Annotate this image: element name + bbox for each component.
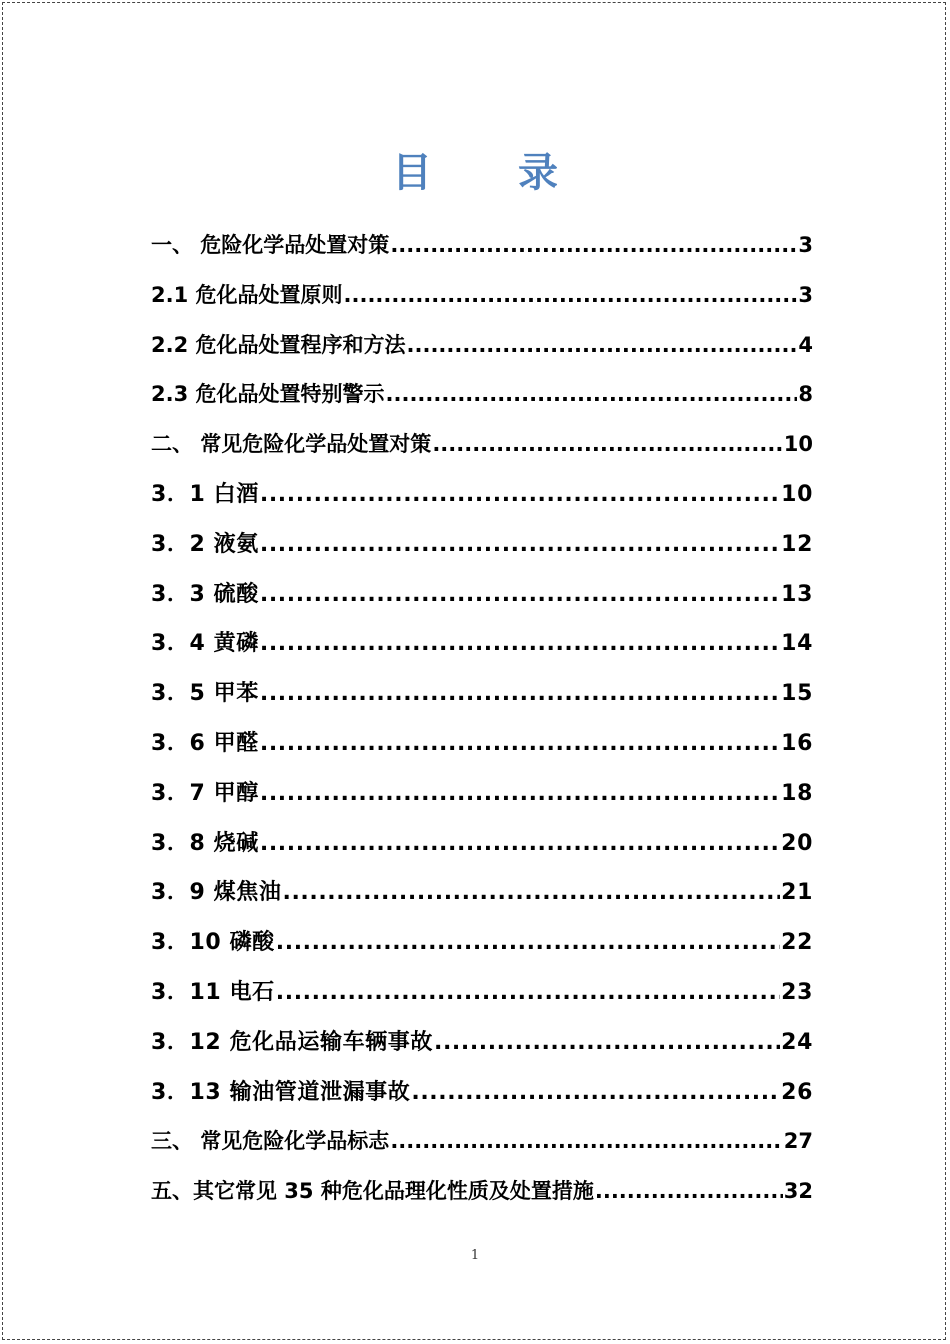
toc-entry-label: 三、 常见危险化学品标志 bbox=[151, 1129, 390, 1154]
toc-page-number: 26 bbox=[781, 1079, 813, 1105]
toc-leader bbox=[411, 1068, 780, 1118]
toc-page-number: 21 bbox=[781, 880, 813, 906]
toc-entry[interactable] bbox=[151, 370, 813, 420]
toc-entry-label: 3．12 危化品运输车辆事故 bbox=[151, 1029, 433, 1055]
toc-leader bbox=[260, 819, 780, 869]
toc-entry[interactable] bbox=[151, 968, 813, 1018]
toc-leader bbox=[282, 868, 780, 918]
table-of-contents bbox=[151, 221, 813, 1217]
toc-entry-label: 3．3 硫酸 bbox=[151, 581, 259, 607]
toc-entry[interactable] bbox=[151, 868, 813, 918]
toc-entry[interactable] bbox=[151, 570, 813, 620]
toc-entry[interactable] bbox=[151, 1018, 813, 1068]
toc-entry[interactable] bbox=[151, 1167, 813, 1217]
toc-leader bbox=[344, 271, 798, 321]
toc-page-number: 18 bbox=[781, 780, 813, 806]
toc-page-number: 3 bbox=[798, 282, 813, 307]
toc-leader bbox=[276, 968, 780, 1018]
toc-entry[interactable] bbox=[151, 1068, 813, 1118]
toc-entry[interactable] bbox=[151, 918, 813, 968]
toc-page-number: 24 bbox=[781, 1029, 813, 1055]
toc-entry[interactable] bbox=[151, 719, 813, 769]
toc-leader bbox=[390, 1117, 782, 1167]
toc-page-number: 4 bbox=[798, 332, 813, 357]
toc-leader bbox=[260, 520, 780, 570]
toc-entry-label: 一、 危险化学品处置对策 bbox=[151, 233, 390, 257]
toc-entry-label: 2.1 危化品处置原则 bbox=[151, 282, 343, 307]
toc-entry[interactable] bbox=[151, 769, 813, 819]
toc-page-number: 20 bbox=[781, 830, 813, 856]
toc-page-number: 12 bbox=[781, 531, 813, 557]
toc-leader bbox=[260, 570, 780, 620]
toc-entry-label: 3．4 黄磷 bbox=[151, 631, 259, 657]
toc-page-number: 32 bbox=[783, 1179, 813, 1204]
page-number: 1 bbox=[470, 1248, 480, 1263]
toc-entry[interactable] bbox=[151, 470, 813, 520]
toc-page-number: 16 bbox=[781, 730, 813, 756]
toc-leader bbox=[260, 619, 780, 669]
toc-entry-label: 3．9 煤焦油 bbox=[151, 880, 282, 906]
toc-leader bbox=[260, 719, 780, 769]
toc-entry[interactable] bbox=[151, 1117, 813, 1167]
toc-page-number: 23 bbox=[781, 979, 813, 1005]
toc-page-number: 27 bbox=[783, 1129, 813, 1154]
toc-entry-label: 3．11 电石 bbox=[151, 979, 275, 1005]
toc-entry[interactable] bbox=[151, 321, 813, 371]
toc-leader bbox=[386, 370, 798, 420]
toc-entry-label: 五、其它常见 35 种危化品理化性质及处置措施 bbox=[151, 1179, 594, 1204]
toc-entry-label: 3．2 液氨 bbox=[151, 531, 259, 557]
toc-entry[interactable] bbox=[151, 669, 813, 719]
title-char-2: 录 bbox=[518, 149, 558, 196]
toc-leader bbox=[434, 1018, 780, 1068]
toc-entry[interactable] bbox=[151, 819, 813, 869]
toc-page-number: 13 bbox=[781, 581, 813, 607]
toc-page-number: 10 bbox=[781, 481, 813, 507]
toc-entry-label: 3．13 输油管道泄漏事故 bbox=[151, 1079, 411, 1105]
toc-entry-label: 3．7 甲醇 bbox=[151, 780, 259, 806]
toc-page-number: 3 bbox=[798, 233, 813, 257]
toc-entry-label: 2.2 危化品处置程序和方法 bbox=[151, 332, 406, 357]
toc-entry-label: 2.3 危化品处置特别警示 bbox=[151, 382, 385, 407]
toc-entry[interactable] bbox=[151, 271, 813, 321]
title-char-1: 目 bbox=[392, 149, 432, 196]
toc-entry-label: 3．5 甲苯 bbox=[151, 681, 259, 707]
toc-entry[interactable] bbox=[151, 619, 813, 669]
toc-entry-label: 3．6 甲醛 bbox=[151, 730, 259, 756]
toc-entry[interactable] bbox=[151, 520, 813, 570]
toc-entry[interactable] bbox=[151, 221, 813, 271]
toc-page-number: 15 bbox=[781, 681, 813, 707]
toc-leader bbox=[276, 918, 780, 968]
toc-entry-label: 3．8 烧碱 bbox=[151, 830, 259, 856]
page-title bbox=[0, 145, 950, 201]
toc-leader bbox=[595, 1167, 783, 1217]
toc-page-number: 8 bbox=[798, 382, 813, 407]
toc-entry-label: 3．10 磷酸 bbox=[151, 930, 275, 956]
toc-leader bbox=[432, 420, 782, 470]
toc-leader bbox=[390, 221, 797, 271]
toc-entry-label: 二、 常见危险化学品处置对策 bbox=[151, 432, 432, 457]
toc-leader bbox=[407, 321, 798, 371]
toc-page-number: 22 bbox=[781, 930, 813, 956]
toc-entry-label: 3．1 白酒 bbox=[151, 481, 259, 507]
toc-page-number: 14 bbox=[781, 631, 813, 657]
toc-leader bbox=[260, 769, 780, 819]
toc-leader bbox=[260, 470, 780, 520]
toc-page-number: 10 bbox=[783, 432, 813, 457]
toc-entry[interactable] bbox=[151, 420, 813, 470]
toc-leader bbox=[260, 669, 780, 719]
